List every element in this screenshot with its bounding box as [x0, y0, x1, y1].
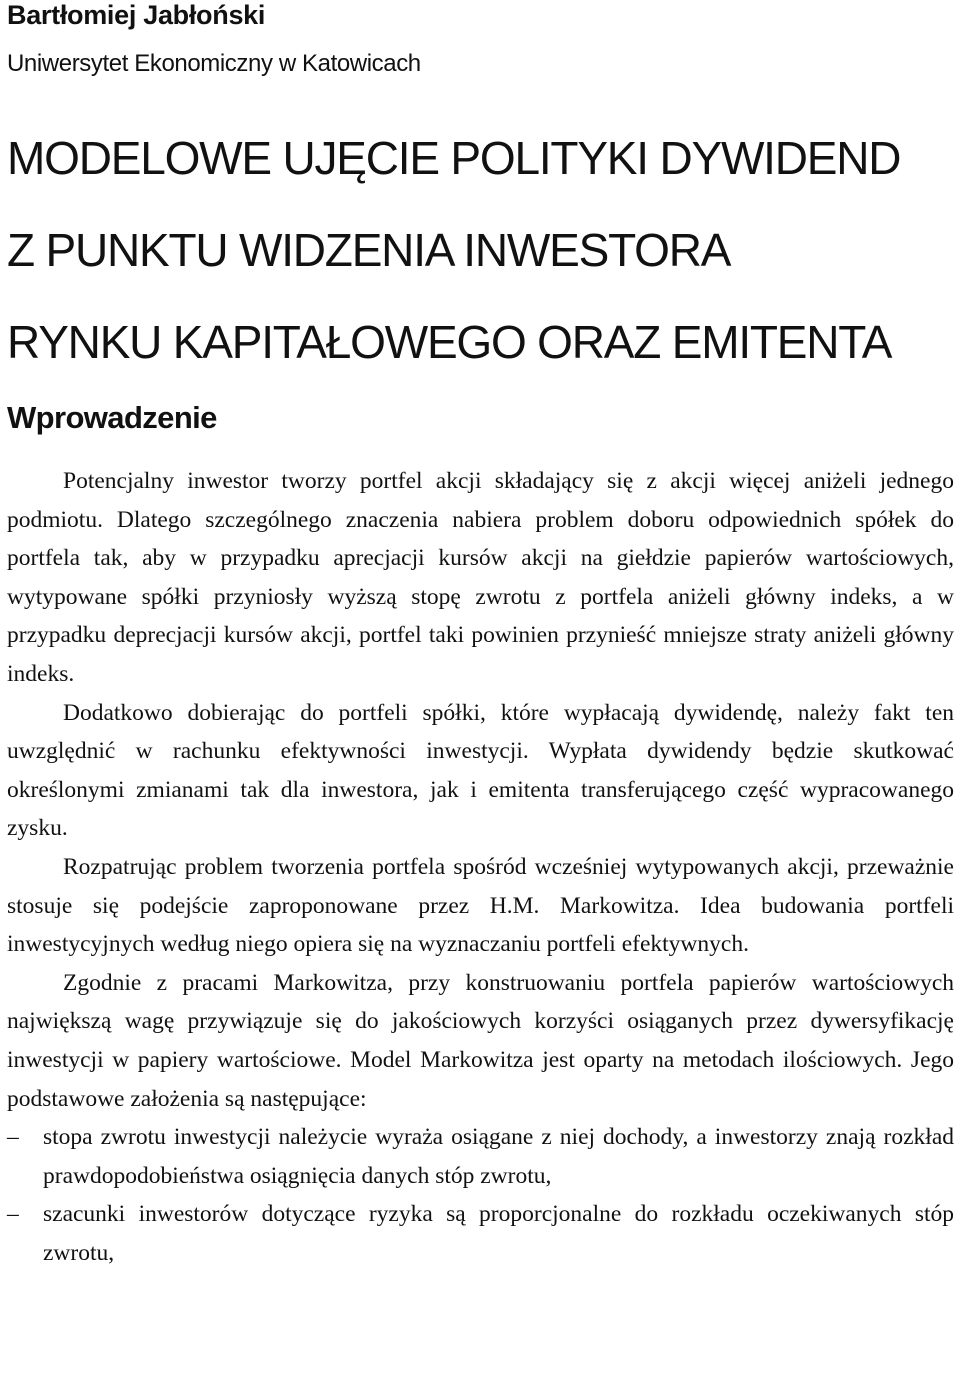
list-item — [7, 1195, 954, 1272]
title-line: MODELOWE UJĘCIE POLITYKI DYWIDEND — [7, 132, 901, 184]
dash-marker: – — [7, 1201, 19, 1228]
list-item-text: stopa zwrotu inwestycji należycie wyraża osiągane z niej dochody, a inwestorzy znają rozkład prawdopodobieństwa osiągnięcia danych stóp zwrotu, — [43, 1124, 954, 1189]
list-item-text: szacunki inwestorów dotyczące ryzyka są proporcjonalne do rozkładu oczekiwanych stóp zwrotu, — [43, 1201, 954, 1266]
paragraph: Zgodnie z pracami Markowitza, przy konstruowaniu portfela papierów wartościowych największą wagę przywiązuje się do jakościowych korzyści osiąganych przez dywersyfikację inwestycji w papiery wartościowe. Model Markowitza jest oparty na metodach ilościowych. Jego podstawowe założenia są następujące: — [7, 969, 954, 1112]
article-title — [7, 112, 954, 388]
title-line: Z PUNKTU WIDZENIA INWESTORA — [7, 224, 731, 276]
paragraph: Potencjalny inwestor tworzy portfel akcji składający się z akcji więcej aniżeli jednego podmiotu. Dlatego szczególnego znaczenia nabiera problem doboru odpowiednich spółek do portfela tak, aby w przypadku aprecjacji kursów akcji na giełdzie papierów wartościowych, wytypowane spółki przyniosły wyższą stopę zwrotu z portfela aniżeli główny indeks, a w przypadku deprecjacji kursów akcji, portfel taki powinien przynieść mniejsze straty aniżeli główny indeks. — [7, 468, 954, 687]
body-text — [7, 462, 954, 1272]
paragraph: Rozpatrując problem tworzenia portfela spośród wcześniej wytypowanych akcji, przeważnie stosuje się podejście zaproponowane przez H.M. Markowitza. Idea budowania portfeli inwestycyjnych według niego opiera się na wyznaczaniu portfeli efektywnych. — [7, 853, 954, 958]
author-name: Bartłomiej Jabłoński — [7, 0, 266, 30]
list-item — [7, 1118, 954, 1195]
dash-marker: – — [7, 1124, 19, 1151]
title-line: RYNKU KAPITAŁOWEGO ORAZ EMITENTA — [7, 316, 892, 368]
author-affiliation: Uniwersytet Ekonomiczny w Katowicach — [7, 50, 421, 77]
section-heading: Wprowadzenie — [7, 400, 217, 435]
paragraph: Dodatkowo dobierając do portfeli spółki, które wypłacają dywidendę, należy fakt ten uwzględnić w rachunku efektywności inwestycji. Wypłata dywidendy będzie skutkować określonymi zmianami tak dla inwestora, jak i emitenta transferującego część wypracowanego zysku. — [7, 699, 954, 842]
assumption-list — [7, 1118, 954, 1272]
